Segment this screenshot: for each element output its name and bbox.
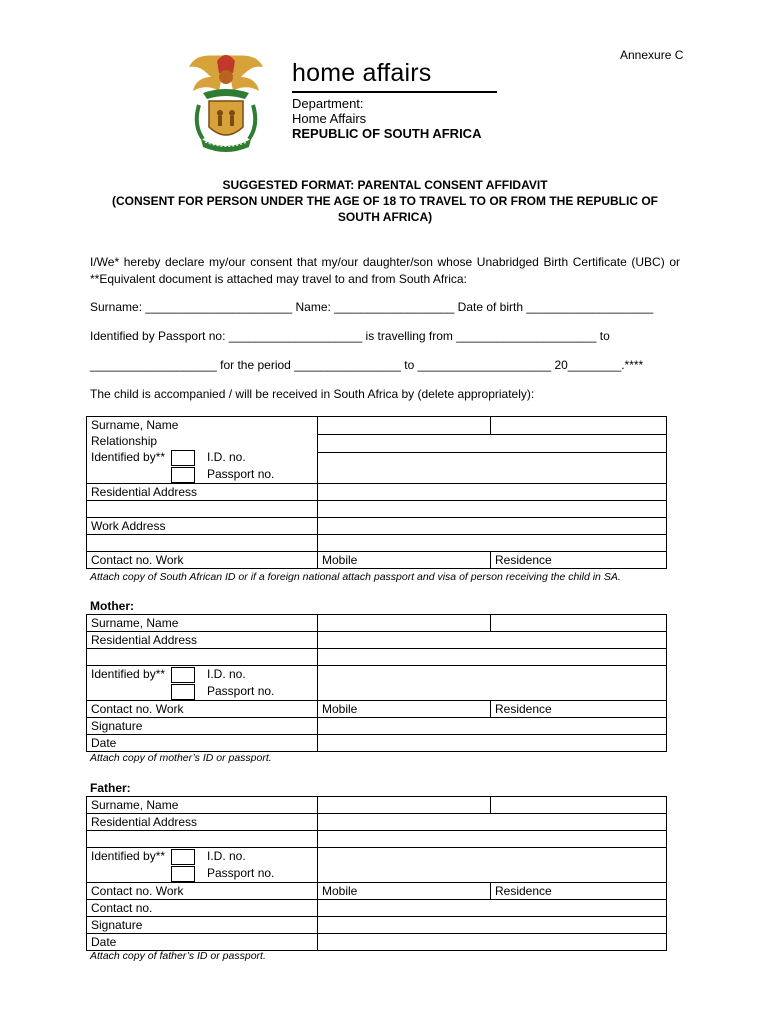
travel-period-line[interactable]: ___________________ for the period ________________ to ____________________ 20________.**** <box>90 358 644 372</box>
relationship-label: Relationship <box>91 434 158 448</box>
brand-divider <box>292 91 497 93</box>
dept-line-2: Home Affairs <box>292 111 367 126</box>
mother-signature-field[interactable] <box>318 718 667 735</box>
father-heading: Father: <box>90 781 131 795</box>
father-passport-checkbox[interactable] <box>171 866 195 882</box>
father-contact-work-label: Contact no. Work <box>87 883 318 900</box>
mother-address-field[interactable] <box>318 632 667 649</box>
mother-contact-work-label: Contact no. Work <box>87 701 318 718</box>
dept-line-1: Department: <box>292 96 364 111</box>
declaration-text: I/We* hereby declare my/our consent that my/our daughter/son whose Unabridged Birth Certificate (UBC) or **Equivalent document is attached may travel to and from South Africa: <box>90 255 680 286</box>
passport-no-label: Passport no. <box>207 467 275 481</box>
brand-wordmark: home affairs <box>292 59 432 87</box>
father-residential-address-label: Residential Address <box>87 814 318 831</box>
father-date-field[interactable] <box>318 934 667 951</box>
mother-surname-field[interactable] <box>318 615 491 632</box>
father-contact-field[interactable] <box>318 900 667 917</box>
receiver-label-cell <box>87 417 318 484</box>
mother-attach-note: Attach copy of mother’s ID or passport. <box>90 752 272 764</box>
title-line-1: SUGGESTED FORMAT: PARENTAL CONSENT AFFIDAVIT <box>222 178 548 192</box>
mother-id-no-label: I.D. no. <box>207 667 246 681</box>
mother-passport-checkbox[interactable] <box>171 684 195 700</box>
mother-name-field[interactable] <box>491 615 667 632</box>
work-address-label: Work Address <box>87 518 318 535</box>
work-address-field[interactable] <box>318 518 667 535</box>
father-residence-label: Residence <box>491 883 667 900</box>
surname-name-label: Surname, Name <box>91 418 179 432</box>
mother-surname-name-label: Surname, Name <box>87 615 318 632</box>
father-attach-note: Attach copy of father’s ID or passport. <box>90 950 266 962</box>
mother-table <box>86 614 667 752</box>
receiver-value-cell[interactable] <box>318 417 667 484</box>
mother-identified-by-label: Identified by** <box>91 667 166 681</box>
title-line-2: (CONSENT FOR PERSON UNDER THE AGE OF 18 TO TRAVEL TO OR FROM THE REPUBLIC OF SOUTH AFRICA) <box>111 194 659 224</box>
receiver-attach-note: Attach copy of South African ID or if a foreign national attach passport and visa of person receiving the child in SA. <box>90 571 621 583</box>
father-table <box>86 796 667 951</box>
residential-address-field-2[interactable] <box>318 501 667 518</box>
residence-label: Residence <box>491 552 667 569</box>
mother-heading: Mother: <box>90 599 134 613</box>
father-surname-name-label: Surname, Name <box>87 797 318 814</box>
department-block <box>292 96 481 141</box>
father-id-field[interactable] <box>318 848 667 883</box>
mother-passport-no-label: Passport no. <box>207 684 275 698</box>
residential-address-field[interactable] <box>318 484 667 501</box>
work-address-field-2[interactable] <box>318 535 667 552</box>
mother-signature-label: Signature <box>87 718 318 735</box>
father-address-field-2[interactable] <box>318 831 667 848</box>
father-name-field[interactable] <box>491 797 667 814</box>
father-date-label: Date <box>87 934 318 951</box>
residential-address-label: Residential Address <box>87 484 318 501</box>
mother-residence-label: Residence <box>491 701 667 718</box>
father-contact-no-label: Contact no. <box>87 900 318 917</box>
travel-details-line[interactable]: Identified by Passport no: ____________________ is travelling from _____________________ to <box>90 329 610 343</box>
father-address-field[interactable] <box>318 814 667 831</box>
mother-id-field[interactable] <box>318 666 667 701</box>
father-id-checkbox[interactable] <box>171 849 195 865</box>
passport-checkbox[interactable] <box>171 467 195 483</box>
father-surname-field[interactable] <box>318 797 491 814</box>
document-title <box>90 177 680 225</box>
id-no-label: I.D. no. <box>207 450 246 464</box>
child-details-line[interactable]: Surname: ______________________ Name: __________________ Date of birth ___________________ <box>90 300 654 314</box>
mother-address-field-2[interactable] <box>318 649 667 666</box>
father-identified-by-label: Identified by** <box>91 849 166 863</box>
mother-residential-address-label: Residential Address <box>87 632 318 649</box>
id-checkbox[interactable] <box>171 450 195 466</box>
contact-work-label: Contact no. Work <box>87 552 318 569</box>
receiver-table <box>86 416 667 569</box>
mother-mobile-label: Mobile <box>318 701 491 718</box>
coat-of-arms-logo <box>183 47 269 153</box>
mobile-label: Mobile <box>318 552 491 569</box>
father-signature-field[interactable] <box>318 917 667 934</box>
father-signature-label: Signature <box>87 917 318 934</box>
accompanied-text: The child is accompanied / will be received in South Africa by (delete appropriately): <box>90 387 535 401</box>
father-id-no-label: I.D. no. <box>207 849 246 863</box>
identified-by-label: Identified by** <box>91 450 166 464</box>
father-passport-no-label: Passport no. <box>207 866 275 880</box>
mother-id-checkbox[interactable] <box>171 667 195 683</box>
father-mobile-label: Mobile <box>318 883 491 900</box>
annexure-label: Annexure C <box>620 48 684 62</box>
dept-line-3: REPUBLIC OF SOUTH AFRICA <box>292 126 482 141</box>
mother-date-field[interactable] <box>318 735 667 752</box>
mother-date-label: Date <box>87 735 318 752</box>
